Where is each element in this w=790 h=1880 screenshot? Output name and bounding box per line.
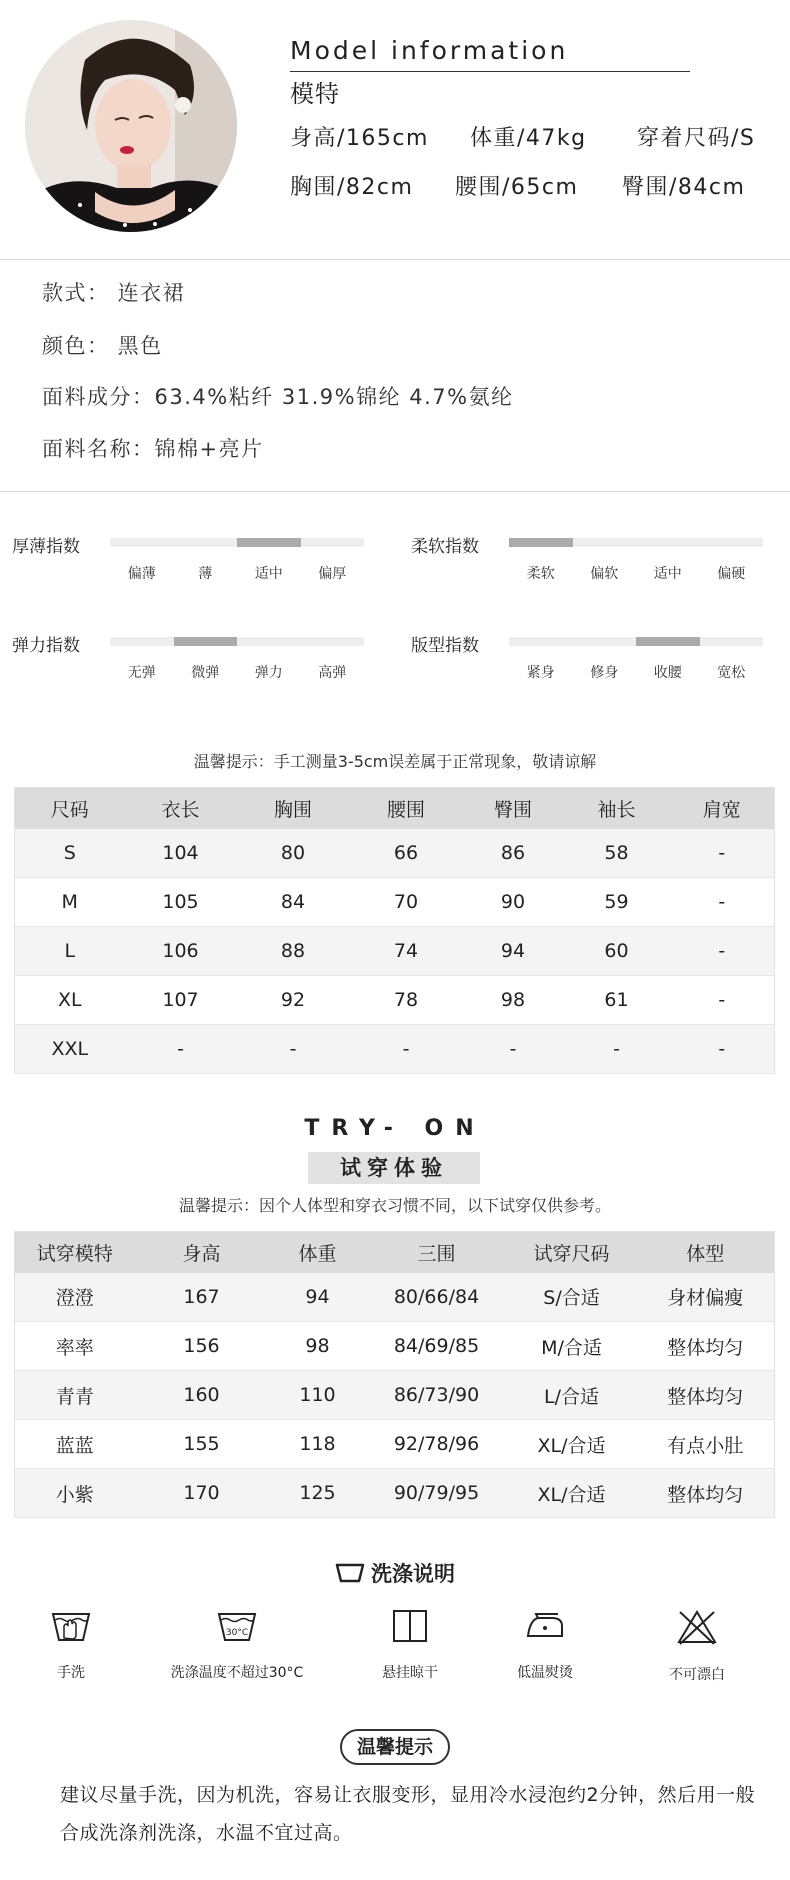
table-cell: 61 bbox=[564, 976, 670, 1025]
table-cell: 80/66/84 bbox=[367, 1273, 507, 1322]
table-cell: 59 bbox=[564, 878, 670, 927]
table-cell: 86/73/90 bbox=[367, 1371, 507, 1420]
product-fabric: 面料名称：锦棉+亮片 bbox=[42, 437, 264, 461]
washing-title-text: 洗涤说明 bbox=[371, 1562, 455, 1586]
model-avatar bbox=[25, 20, 237, 232]
column-header: 三围 bbox=[367, 1232, 507, 1273]
wash-basin-icon bbox=[335, 1562, 365, 1584]
index-selected-segment bbox=[174, 637, 238, 646]
index-track bbox=[110, 637, 364, 646]
table-cell: 92/78/96 bbox=[367, 1420, 507, 1469]
model-height: 身高/165cm bbox=[290, 126, 429, 151]
column-header: 袖长 bbox=[564, 788, 670, 829]
table-cell: 94 bbox=[463, 927, 564, 976]
column-header: 身高 bbox=[135, 1232, 269, 1273]
index-option: 偏硬 bbox=[717, 566, 746, 582]
tip-title: 温馨提示 bbox=[340, 1729, 450, 1765]
size-note: 温馨提示：手工测量3-5cm误差属于正常现象，敬请谅解 bbox=[193, 752, 597, 771]
index-selected-segment bbox=[509, 538, 573, 547]
wash-30-icon bbox=[216, 1608, 258, 1644]
index-label: 弹力指数 bbox=[12, 636, 80, 656]
index-option: 适中 bbox=[254, 566, 283, 582]
wash-label: 手洗 bbox=[57, 1665, 85, 1681]
column-header: 胸围 bbox=[237, 788, 350, 829]
tryon-title-cn: 试穿体验 bbox=[308, 1152, 480, 1184]
product-composition: 面料成分：63.4%粘纤 31.9%锦纶 4.7%氨纶 bbox=[42, 385, 514, 409]
table-cell: 整体均匀 bbox=[637, 1371, 775, 1420]
index-option: 高弹 bbox=[318, 665, 347, 681]
index-label: 厚薄指数 bbox=[12, 537, 80, 557]
table-cell: - bbox=[670, 927, 775, 976]
table-cell: - bbox=[670, 829, 775, 878]
size-table-header bbox=[15, 788, 775, 829]
table-cell: 106 bbox=[125, 927, 237, 976]
table-cell: 90/79/95 bbox=[367, 1469, 507, 1518]
table-cell: M bbox=[15, 878, 125, 927]
column-header: 体重 bbox=[269, 1232, 367, 1273]
index-option: 微弹 bbox=[191, 665, 220, 681]
index-label: 柔软指数 bbox=[411, 537, 479, 557]
index-option: 适中 bbox=[653, 566, 682, 582]
wash-item-hand-wash bbox=[0, 1608, 156, 1682]
model-info-section bbox=[0, 0, 790, 262]
index-selected-segment bbox=[237, 538, 301, 547]
table-cell: 98 bbox=[269, 1322, 367, 1371]
index-label: 版型指数 bbox=[411, 636, 479, 656]
wash-item-no-bleach bbox=[612, 1608, 782, 1684]
index-option: 薄 bbox=[198, 566, 213, 582]
table-cell: 105 bbox=[125, 878, 237, 927]
index-option: 修身 bbox=[590, 665, 619, 681]
no-bleach-icon bbox=[676, 1608, 718, 1646]
index-option: 偏软 bbox=[590, 566, 619, 582]
table-cell: 青青 bbox=[15, 1371, 135, 1420]
table-cell: 98 bbox=[463, 976, 564, 1025]
size-table bbox=[14, 787, 775, 1074]
size-row bbox=[15, 829, 775, 878]
tryon-table bbox=[14, 1231, 775, 1518]
section-divider bbox=[0, 259, 790, 260]
column-header: 衣长 bbox=[125, 788, 237, 829]
table-cell: - bbox=[670, 1025, 775, 1074]
tryon-note: 温馨提示：因个人体型和穿衣习惯不同，以下试穿仅供参考。 bbox=[178, 1196, 611, 1215]
column-header: 臀围 bbox=[463, 788, 564, 829]
wash-label: 洗涤温度不超过30°C bbox=[170, 1665, 304, 1681]
model-weight: 体重/47kg bbox=[470, 126, 587, 151]
model-waist: 腰围/65cm bbox=[455, 175, 579, 200]
table-cell: M/合适 bbox=[507, 1322, 637, 1371]
table-cell: 率率 bbox=[15, 1322, 135, 1371]
hand-wash-icon bbox=[50, 1608, 92, 1644]
table-cell: - bbox=[463, 1025, 564, 1074]
table-cell: 74 bbox=[350, 927, 463, 976]
column-header: 肩宽 bbox=[670, 788, 775, 829]
column-header: 体型 bbox=[637, 1232, 775, 1273]
table-cell: 80 bbox=[237, 829, 350, 878]
index-track bbox=[509, 637, 763, 646]
index-track bbox=[509, 538, 763, 547]
table-cell: 蓝蓝 bbox=[15, 1420, 135, 1469]
table-cell: - bbox=[670, 976, 775, 1025]
table-cell: 66 bbox=[350, 829, 463, 878]
product-color: 颜色： 黑色 bbox=[42, 334, 163, 358]
table-cell: 104 bbox=[125, 829, 237, 878]
table-cell: 整体均匀 bbox=[637, 1322, 775, 1371]
size-row bbox=[15, 927, 775, 976]
tryon-row bbox=[15, 1371, 775, 1420]
table-cell: 86 bbox=[463, 829, 564, 878]
wash-item-low-iron bbox=[460, 1608, 630, 1682]
table-cell: 160 bbox=[135, 1371, 269, 1420]
model-name: 模特 bbox=[290, 80, 340, 108]
wash-item-30c bbox=[152, 1608, 322, 1682]
index-selected-segment bbox=[636, 637, 700, 646]
table-cell: - bbox=[125, 1025, 237, 1074]
column-header: 试穿模特 bbox=[15, 1232, 135, 1273]
table-cell: 110 bbox=[269, 1371, 367, 1420]
table-cell: 118 bbox=[269, 1420, 367, 1469]
title-underline bbox=[290, 71, 690, 72]
product-style: 款式： 连衣裙 bbox=[42, 281, 186, 305]
table-cell: L bbox=[15, 927, 125, 976]
tryon-row bbox=[15, 1469, 775, 1518]
table-cell: XXL bbox=[15, 1025, 125, 1074]
table-cell: XL/合适 bbox=[507, 1420, 637, 1469]
model-bust: 胸围/82cm bbox=[290, 175, 414, 200]
model-size: 穿着尺码/S bbox=[637, 126, 756, 151]
table-cell: L/合适 bbox=[507, 1371, 637, 1420]
wash-label: 悬挂晾干 bbox=[382, 1665, 438, 1681]
table-cell: 84 bbox=[237, 878, 350, 927]
table-cell: 60 bbox=[564, 927, 670, 976]
column-header: 腰围 bbox=[350, 788, 463, 829]
tryon-table-header bbox=[15, 1232, 775, 1273]
index-option: 弹力 bbox=[254, 665, 283, 681]
table-cell: - bbox=[237, 1025, 350, 1074]
hang-dry-icon bbox=[391, 1608, 429, 1644]
wash-temp-badge: 30°C bbox=[225, 1628, 249, 1638]
table-cell: 澄澄 bbox=[15, 1273, 135, 1322]
low-iron-icon bbox=[524, 1608, 566, 1644]
table-cell: 88 bbox=[237, 927, 350, 976]
index-option: 收腰 bbox=[653, 665, 682, 681]
tryon-row bbox=[15, 1420, 775, 1469]
index-option: 宽松 bbox=[717, 665, 746, 681]
table-cell: 156 bbox=[135, 1322, 269, 1371]
wash-label: 不可漂白 bbox=[669, 1667, 725, 1683]
tip-text: 建议尽量手洗，因为机洗，容易让衣服变形，显用冷水浸泡约2分钟，然后用一般合成洗涤剂洗涤，水温不宜过高。 bbox=[60, 1784, 756, 1844]
index-option: 偏薄 bbox=[127, 566, 156, 582]
table-cell: S bbox=[15, 829, 125, 878]
size-row bbox=[15, 878, 775, 927]
table-cell: 92 bbox=[237, 976, 350, 1025]
section-divider bbox=[0, 491, 790, 492]
tryon-row bbox=[15, 1273, 775, 1322]
index-option: 紧身 bbox=[526, 665, 555, 681]
table-cell: 90 bbox=[463, 878, 564, 927]
table-cell: - bbox=[564, 1025, 670, 1074]
model-photo bbox=[25, 20, 237, 232]
size-row bbox=[15, 976, 775, 1025]
model-hip: 臀围/84cm bbox=[622, 175, 746, 200]
table-cell: 94 bbox=[269, 1273, 367, 1322]
table-cell: - bbox=[350, 1025, 463, 1074]
table-cell: XL bbox=[15, 976, 125, 1025]
table-cell: 70 bbox=[350, 878, 463, 927]
table-cell: 155 bbox=[135, 1420, 269, 1469]
table-cell: S/合适 bbox=[507, 1273, 637, 1322]
column-header: 尺码 bbox=[15, 788, 125, 829]
tryon-row bbox=[15, 1322, 775, 1371]
tryon-title-en: TRY- ON bbox=[304, 1116, 486, 1141]
table-cell: 有点小肚 bbox=[637, 1420, 775, 1469]
table-cell: 整体均匀 bbox=[637, 1469, 775, 1518]
table-cell: 78 bbox=[350, 976, 463, 1025]
table-cell: 170 bbox=[135, 1469, 269, 1518]
table-cell: 身材偏瘦 bbox=[637, 1273, 775, 1322]
table-cell: 小紫 bbox=[15, 1469, 135, 1518]
model-info-title: Model information bbox=[290, 36, 569, 65]
table-cell: 125 bbox=[269, 1469, 367, 1518]
table-cell: 107 bbox=[125, 976, 237, 1025]
index-option: 偏厚 bbox=[318, 566, 347, 582]
size-row bbox=[15, 1025, 775, 1074]
table-cell: XL/合适 bbox=[507, 1469, 637, 1518]
index-track bbox=[110, 538, 364, 547]
table-cell: 167 bbox=[135, 1273, 269, 1322]
washing-title bbox=[0, 1558, 790, 1588]
index-option: 柔软 bbox=[526, 566, 555, 582]
index-option: 无弹 bbox=[127, 665, 156, 681]
column-header: 试穿尺码 bbox=[507, 1232, 637, 1273]
table-cell: 58 bbox=[564, 829, 670, 878]
table-cell: 84/69/85 bbox=[367, 1322, 507, 1371]
table-cell: - bbox=[670, 878, 775, 927]
wash-label: 低温熨烫 bbox=[517, 1665, 573, 1681]
